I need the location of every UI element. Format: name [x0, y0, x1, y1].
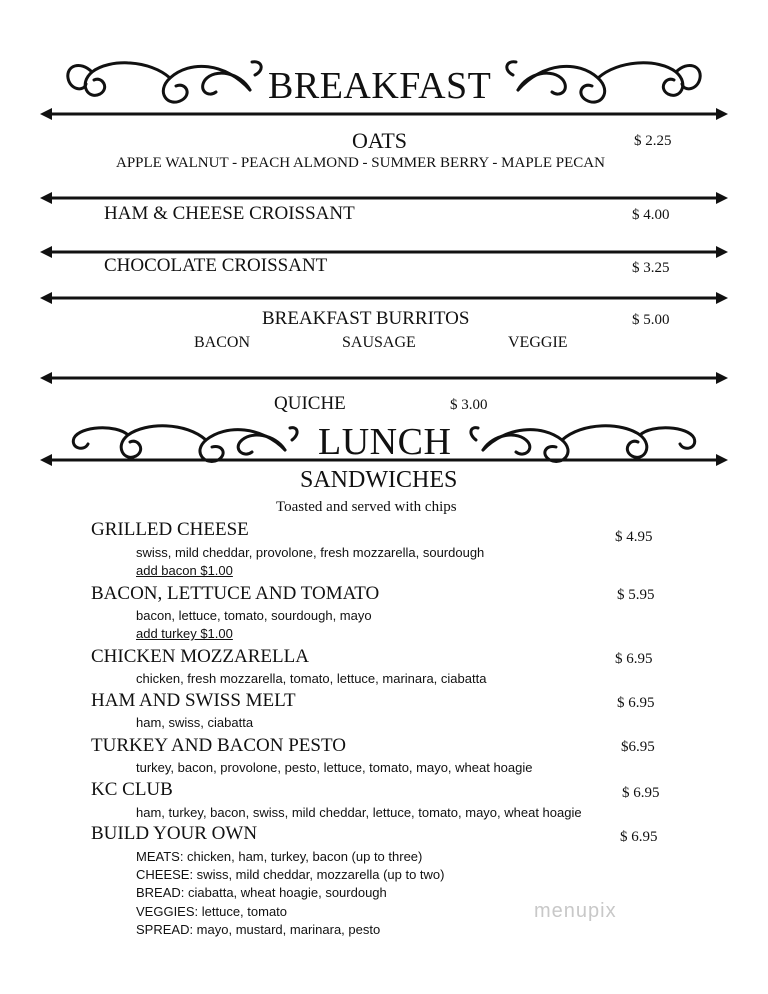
burrito-option-sausage: SAUSAGE [342, 334, 416, 351]
grilled-cheese-price: $ 4.95 [615, 529, 653, 545]
sandwiches-tagline: Toasted and served with chips [276, 499, 457, 515]
ham-croissant-name: HAM & CHEESE CROISSANT [104, 203, 355, 224]
chicken-mozzarella-name: CHICKEN MOZZARELLA [91, 646, 309, 667]
build-spread: SPREAD: mayo, mustard, marinara, pesto [136, 922, 381, 937]
burritos-name: BREAKFAST BURRITOS [262, 308, 470, 329]
blt-addon: add turkey $1.00 [136, 626, 233, 641]
choc-croissant-price: $ 3.25 [632, 260, 670, 276]
build-veggies: VEGGIES: lettuce, tomato [136, 904, 288, 919]
burrito-option-bacon: BACON [194, 334, 251, 351]
grilled-cheese-name: GRILLED CHEESE [91, 519, 249, 540]
grilled-cheese-desc: swiss, mild cheddar, provolone, fresh mozzarella, sourdough [136, 545, 485, 560]
kc-club-desc: ham, turkey, bacon, swiss, mild cheddar, lettuce, tomato, mayo, wheat hoagie [136, 805, 582, 820]
build-cheese: CHEESE: swiss, mild cheddar, mozzarella (up to two) [136, 867, 445, 882]
double-arrow-divider-icon [0, 370, 768, 386]
blt-name: BACON, LETTUCE AND TOMATO [91, 583, 380, 604]
choc-croissant-name: CHOCOLATE CROISSANT [104, 255, 328, 276]
ham-swiss-melt-price: $ 6.95 [617, 695, 655, 711]
ham-swiss-melt-name: HAM AND SWISS MELT [91, 690, 296, 711]
build-your-own-name: BUILD YOUR OWN [91, 823, 258, 844]
watermark-logo: menupix [534, 900, 617, 922]
breakfast-heading: BREAKFAST [268, 65, 492, 107]
blt-price: $ 5.95 [617, 587, 655, 603]
build-bread: BREAD: ciabatta, wheat hoagie, sourdough [136, 885, 387, 900]
ham-croissant-price: $ 4.00 [632, 207, 670, 223]
quiche-price: $ 3.00 [450, 397, 488, 413]
burrito-option-veggie: VEGGIE [508, 334, 568, 351]
oats-name: OATS [352, 128, 408, 153]
build-your-own-price: $ 6.95 [620, 829, 658, 845]
kc-club-name: KC CLUB [91, 779, 173, 800]
ham-swiss-melt-desc: ham, swiss, ciabatta [136, 715, 254, 730]
grilled-cheese-addon: add bacon $1.00 [136, 563, 233, 578]
chicken-mozzarella-desc: chicken, fresh mozzarella, tomato, lettuce, marinara, ciabatta [136, 671, 487, 686]
quiche-name: QUICHE [274, 393, 346, 414]
burritos-price: $ 5.00 [632, 312, 670, 328]
kc-club-price: $ 6.95 [622, 785, 660, 801]
oats-flavors: APPLE WALNUT - PEACH ALMOND - SUMMER BERRY - MAPLE PECAN [116, 155, 605, 171]
chicken-mozzarella-price: $ 6.95 [615, 651, 653, 667]
double-arrow-divider-icon [0, 290, 768, 306]
sandwiches-subheading: SANDWICHES [300, 467, 458, 493]
blt-desc: bacon, lettuce, tomato, sourdough, mayo [136, 608, 372, 623]
build-meats: MEATS: chicken, ham, turkey, bacon (up to three) [136, 849, 423, 864]
lunch-heading: LUNCH [318, 421, 452, 463]
turkey-bacon-pesto-desc: turkey, bacon, provolone, pesto, lettuce, tomato, mayo, wheat hoagie [136, 760, 533, 775]
turkey-bacon-pesto-price: $6.95 [621, 739, 655, 755]
turkey-bacon-pesto-name: TURKEY AND BACON PESTO [91, 735, 346, 756]
oats-price: $ 2.25 [634, 133, 672, 149]
